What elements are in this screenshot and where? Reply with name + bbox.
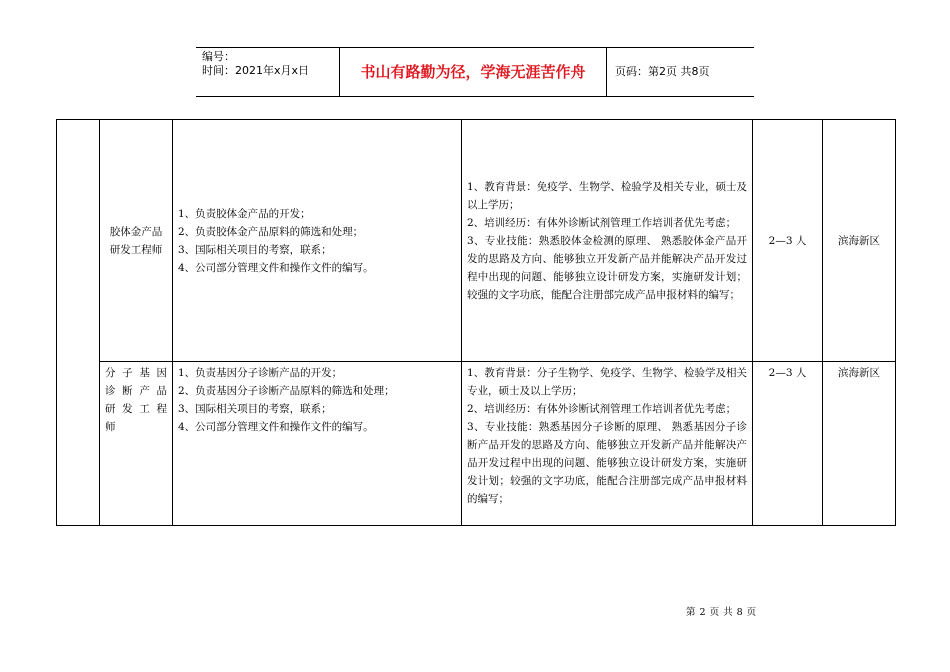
duty-item: 4、公司部分管理文件和操作文件的编写。 [178,421,374,433]
duty-item: 2、负责基因分子诊断产品原料的筛选和处理； [178,385,395,397]
position-title-line: 诊断产品 [105,385,167,397]
position-title-line: 师 [105,421,116,433]
header-meta [196,48,339,96]
location-cell: 滨海新区 [823,362,896,526]
duty-item: 2、负责胶体金产品原料的筛选和处理； [178,225,364,238]
page-header [196,47,754,97]
duties-cell [173,120,462,362]
requirements-cell [462,362,753,526]
table-row [57,362,896,526]
position-title-line: 胶体金产品 [109,225,163,238]
position-title-cell [100,362,173,526]
requirements-cell [462,120,753,362]
requirement-item: 1、教育背景：分子生物学、免疫学、生物学、检验学及相关专业，硕士及以上学历； [467,367,747,397]
requirement-item: 2、培训经历：有体外诊断试剂管理工作培训者优先考虑； [467,403,737,415]
header-date-label: 时间：2021年x月x日 [202,64,310,77]
header-page-label: 页码：第2页 共8页 [615,65,710,78]
headcount-cell: 2—3 人 [753,120,823,362]
header-motto: 书山有路勤为径，学海无涯苦作舟 [360,63,586,81]
requirement-item: 1、教育背景：免疫学、生物学、检验学及相关专业，硕士及以上学历； [467,180,747,211]
category-cell [57,120,100,526]
duty-item: 4、公司部分管理文件和操作文件的编写。 [178,261,374,274]
duty-item: 3、国际相关项目的考察，联系； [178,403,332,415]
job-table [56,119,896,526]
position-title-line: 研发工程 [105,403,167,415]
duties-cell [173,362,462,526]
position-title-line: 分子基因 [105,367,167,379]
location-cell: 滨海新区 [823,120,896,362]
requirement-item: 3、专业技能：熟悉基因分子诊断的原理、 熟悉基因分子诊断产品开发的思路及方向、能够独立开发新产品并能解决产品开发过程中出现的问题、能够独立设计研发方案，实施研发计划；较强的文字功底，能配合注册部完成产品申报材料的编写； [467,421,747,505]
duty-item: 1、负责基因分子诊断产品的开发； [178,367,343,379]
duty-item: 1、负责胶体金产品的开发； [178,207,311,220]
table-row [57,120,896,362]
requirement-item: 3、专业技能：熟悉胶体金检测的原理、 熟悉胶体金产品开发的思路及方向、能够独立开发新产品并能解决产品开发过程中出现的问题、能够独立设计研发方案，实施研发计划；较强的文字功底，能配合注册部完成产品申报材料的编写； [467,234,747,301]
header-number-label: 编号： [202,50,235,63]
header-motto-cell [339,48,607,96]
headcount-cell: 2—3 人 [753,362,823,526]
position-title-cell [100,120,173,362]
page-footer: 第 2 页 共 8 页 [686,607,757,618]
duty-item: 3、国际相关项目的考察，联系； [178,243,332,256]
position-title-line: 研发工程师 [109,243,163,256]
requirement-item: 2、培训经历：有体外诊断试剂管理工作培训者优先考虑； [467,216,737,229]
